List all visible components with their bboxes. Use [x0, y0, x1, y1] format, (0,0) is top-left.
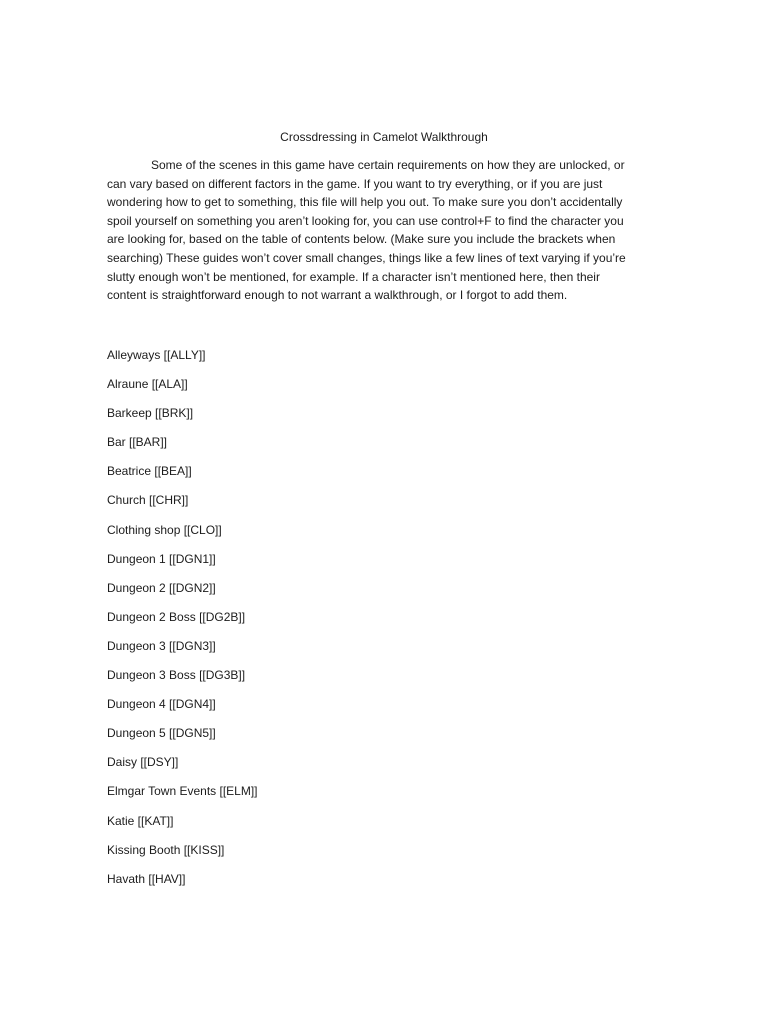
intro-line: are looking for, based on the table of contents below. (Make sure you include the brackets when [107, 232, 616, 247]
toc-item: Alleyways [[ALLY]] [107, 348, 206, 362]
intro-line: searching) These guides won’t cover small changes, things like a few lines of text varying if you’re [107, 250, 626, 265]
intro-line: slutty enough won’t be mentioned, for example. If a character isn’t mentioned here, then their [107, 269, 600, 284]
toc-item: Dungeon 2 Boss [[DG2B]] [107, 609, 246, 624]
toc-item: Dungeon 3 [[DGN3]] [107, 638, 216, 653]
toc-item: Dungeon 1 [[DGN1]] [107, 551, 216, 566]
toc-item: Katie [[KAT]] [107, 813, 174, 828]
document-title: Crossdressing in Camelot Walkthrough [280, 130, 488, 144]
table-of-contents [107, 346, 258, 899]
toc-item: Barkeep [[BRK]] [107, 406, 194, 421]
intro-line: wondering how to get to something, this file will help you out. To make sure you don’t accidentally [107, 195, 623, 210]
toc-item: Beatrice [[BEA]] [107, 464, 192, 479]
toc-item: Bar [[BAR]] [107, 435, 168, 450]
intro-line: spoil yourself on something you aren’t looking for, you can use control+F to find the character you [107, 213, 624, 228]
toc-item: Dungeon 4 [[DGN4]] [107, 697, 216, 712]
toc-item: Kissing Booth [[KISS]] [107, 842, 225, 857]
intro-paragraph [107, 156, 667, 305]
intro-line: can vary based on different factors in the game. If you want to try everything, or if you are just [107, 176, 603, 191]
toc-item: Havath [[HAV]] [107, 871, 186, 886]
toc-item: Daisy [[DSY]] [107, 755, 179, 770]
toc-item: Elmgar Town Events [[ELM]] [107, 784, 258, 799]
toc-item: Church [[CHR]] [107, 493, 189, 508]
intro-line: content is straightforward enough to not warrant a walkthrough, or I forgot to add them. [107, 288, 568, 303]
toc-item: Dungeon 5 [[DGN5]] [107, 726, 216, 741]
intro-line: Some of the scenes in this game have certain requirements on how they are unlocked, or [151, 158, 625, 172]
toc-item: Dungeon 3 Boss [[DG3B]] [107, 668, 246, 683]
toc-item: Dungeon 2 [[DGN2]] [107, 580, 216, 595]
toc-item: Clothing shop [[CLO]] [107, 522, 222, 537]
toc-item: Alraune [[ALA]] [107, 377, 188, 392]
